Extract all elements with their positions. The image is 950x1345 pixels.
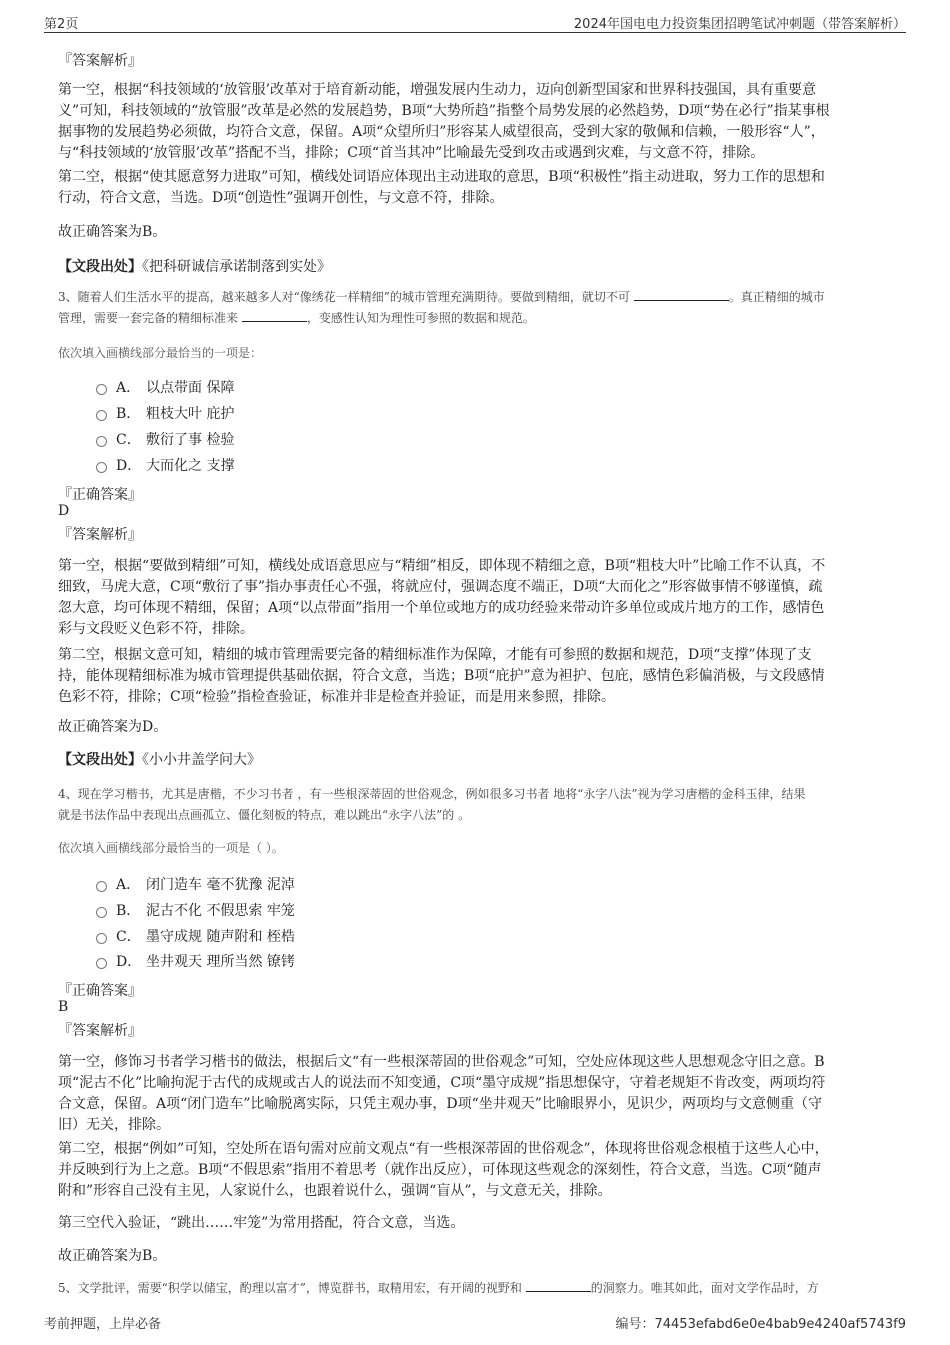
fill-blank [242,309,307,322]
radio-icon[interactable] [96,462,107,473]
q2-source [58,256,331,276]
q4-correct-answer: B [58,999,69,1015]
q4-analysis-paragraph-2: 第二空，根据“例如”可知，空处所在语句需对应前文观点“有一些根深蒂固的世俗观念”，体现将世俗观念根植于这些人心中， 并反映到行为上之意。B项“不假思索”指用不着思考（就作出反应），可体现这些观念的深刻性，符合文意，当选。C项“随声 附和”形容自己没有主见，人家说什么，也跟着说什么，强调“盲从”，与文意无关，排除。 [58,1141,829,1199]
q4-analysis-paragraph-3: 第三空代入验证，“跳出……牢笼”为常用搭配，符合文意，当选。 [58,1215,465,1231]
source-title: 《把科研诚信承诺制落到实处》 [142,259,331,275]
document-code [615,1313,906,1332]
source-label: 【文段出处】 [58,752,142,768]
correct-answer-label: 『正确答案』 [58,983,142,999]
q4-option-a[interactable]: A． 闭门造车 毫不犹豫 泥淖 [96,874,295,894]
q4-instruction: 依次填入画横线部分最恰当的一项是（ ）。 [58,841,284,855]
fill-blank [634,288,729,301]
radio-icon[interactable] [96,410,107,421]
page-number: 第2页 [44,17,79,32]
correct-answer-label: 『正确答案』 [58,487,142,503]
radio-icon[interactable] [96,384,107,395]
radio-icon[interactable] [96,907,107,918]
page-header [44,10,906,33]
q4-analysis-paragraph-1: 第一空，修饰习书者学习楷书的做法，根据后文“有一些根深蒂固的世俗观念”可知，空处应体现这些人思想观念守旧之意。B 项“泥古不化”比喻拘泥于古代的成规或古人的说法而不知变通，C项“墨守成规”指思想保守，守着老规矩不肯改变，两项均符 合文意，保留。A项“闭门造车”比喻脱离实际，只凭主观办事，D项“坐井观天”比喻眼界小，见识少，两项均与文意侧重（守 旧）无关，排除。 [58,1054,826,1133]
q4-option-c[interactable]: C． 墨守成规 随声附和 桎梏 [96,926,295,946]
q3-option-c[interactable]: C． 敷衍了事 检验 [96,429,234,449]
answer-analysis-label: 『答案解析』 [58,53,142,69]
source-label: 【文段出处】 [58,259,142,275]
q3-correct-answer: D [58,503,70,519]
q3-option-d[interactable]: D． 大而化之 支撑 [96,455,234,475]
q3-analysis-paragraph-2: 第二空，根据文意可知，精细的城市管理需要完备的精细标准作为保障，才能有可参照的数据和规范，D项“支撑”体现了支 持，能体现精细标准为城市管理提供基础依据，符合文意，当选；B项“庇护”意为袒护、包庇，感情色彩偏消极，与文段感情 色彩不符，排除；C项“检验”指检查验证，标准并非是检查并验证，而是用来参照，排除。 [58,647,825,705]
radio-icon[interactable] [96,436,107,447]
q3-source [58,749,261,769]
q3-analysis-paragraph-1: 第一空，根据“要做到精细”可知，横线处成语意思应与“精细”相反，即体现不精细之意，B项“粗枝大叶”比喻工作不认真，不 细致，马虎大意，C项“敷衍了事”指办事责任心不强，将就应付，强调态度不端正，D项“大而化之”形容做事情不够谨慎，疏 忽大意，均可体现不精细，保留；A项“以点带面”指用一个单位或地方的成功经验来带动许多单位或成片地方的工作，感情色 彩与文段贬义色彩不符，排除。 [58,558,826,637]
radio-icon[interactable] [96,933,107,944]
radio-icon[interactable] [96,958,107,969]
q4-option-d[interactable]: D． 坐井观天 理所当然 镣铐 [96,951,295,971]
fill-blank [526,1279,591,1292]
q4-conclusion: 故正确答案为B。 [58,1248,167,1264]
q2-analysis-paragraph-2: 第二空，根据“使其愿意努力进取”可知，横线处词语应体现出主动进取的意思，B项“积极性”指主动进取，努力工作的思想和 行动，符合文意，当选。D项“创造性”强调开创性，与文意不符，排除。 [58,169,825,206]
q3-option-a[interactable]: A． 以点带面 保障 [96,377,234,397]
document-title: 2024年国电电力投资集团招聘笔试冲刺题（带答案解析） [573,17,906,32]
radio-icon[interactable] [96,881,107,892]
code-label: 编号： [615,1317,655,1332]
q3-stem: 3、随着人们生活水平的提高，越来越多人对“像绣花一样精细”的城市管理充满期待。要做到精细，就切不可 。真正精细的城市 管理，需要一套完备的精细标准来 ，变感性认知为理性可参照的数据和规范。 [58,290,825,325]
source-title: 《小小井盖学问大》 [142,752,261,768]
q3-conclusion: 故正确答案为D。 [58,719,168,735]
q4-stem: 4、现在学习楷书，尤其是唐楷，不少习书者 ，有一些根深蒂固的世俗观念，例如很多习书者 地将“永字八法”视为学习唐楷的金科玉律，结果 就是书法作品中表现出点画孤立、僵化刻板的特点，难以跳出“永字八法”的 。 [58,787,806,822]
footer-slogan: 考前押题，上岸必备 [44,1317,162,1332]
q2-conclusion: 故正确答案为B。 [58,224,167,240]
q3-instruction: 依次填入画横线部分最恰当的一项是： [58,346,263,360]
q4-option-b[interactable]: B． 泥古不化 不假思索 牢笼 [96,900,295,920]
answer-analysis-label: 『答案解析』 [58,1023,142,1039]
q3-option-b[interactable]: B． 粗枝大叶 庇护 [96,403,234,423]
page-footer [44,1313,906,1333]
code-value: 74453efabd6e0e4bab9e4240af5743f9 [654,1317,906,1332]
answer-analysis-label: 『答案解析』 [58,527,142,543]
q5-stem: 5、文学批评，需要“积学以储宝，酌理以富才”，博览群书，取精用宏，有开阔的视野和 的洞察力。唯其如此，面对文学作品时，方 [58,1281,819,1295]
q2-analysis-paragraph-1: 第一空，根据“科技领域的‘放管服’改革对于培育新动能，增强发展内生动力，迈向创新型国家和世界科技强国，具有重要意 义”可知，科技领域的“放管服”改革是必然的发展趋势，B项“大势所趋”指整个局势发展的必然趋势，D项“势在必行”指某事根 据事物的发展趋势必须做，均符合文意，保留。A项“众望所归”形容某人威望很高，受到大家的敬佩和信赖，一般形容“人”， 与“科技领域的‘放管服’改革”搭配不当，排除；C项“首当其冲”比喻最先受到攻击或遇到灾难，与文意不符，排除。 [58,82,830,161]
